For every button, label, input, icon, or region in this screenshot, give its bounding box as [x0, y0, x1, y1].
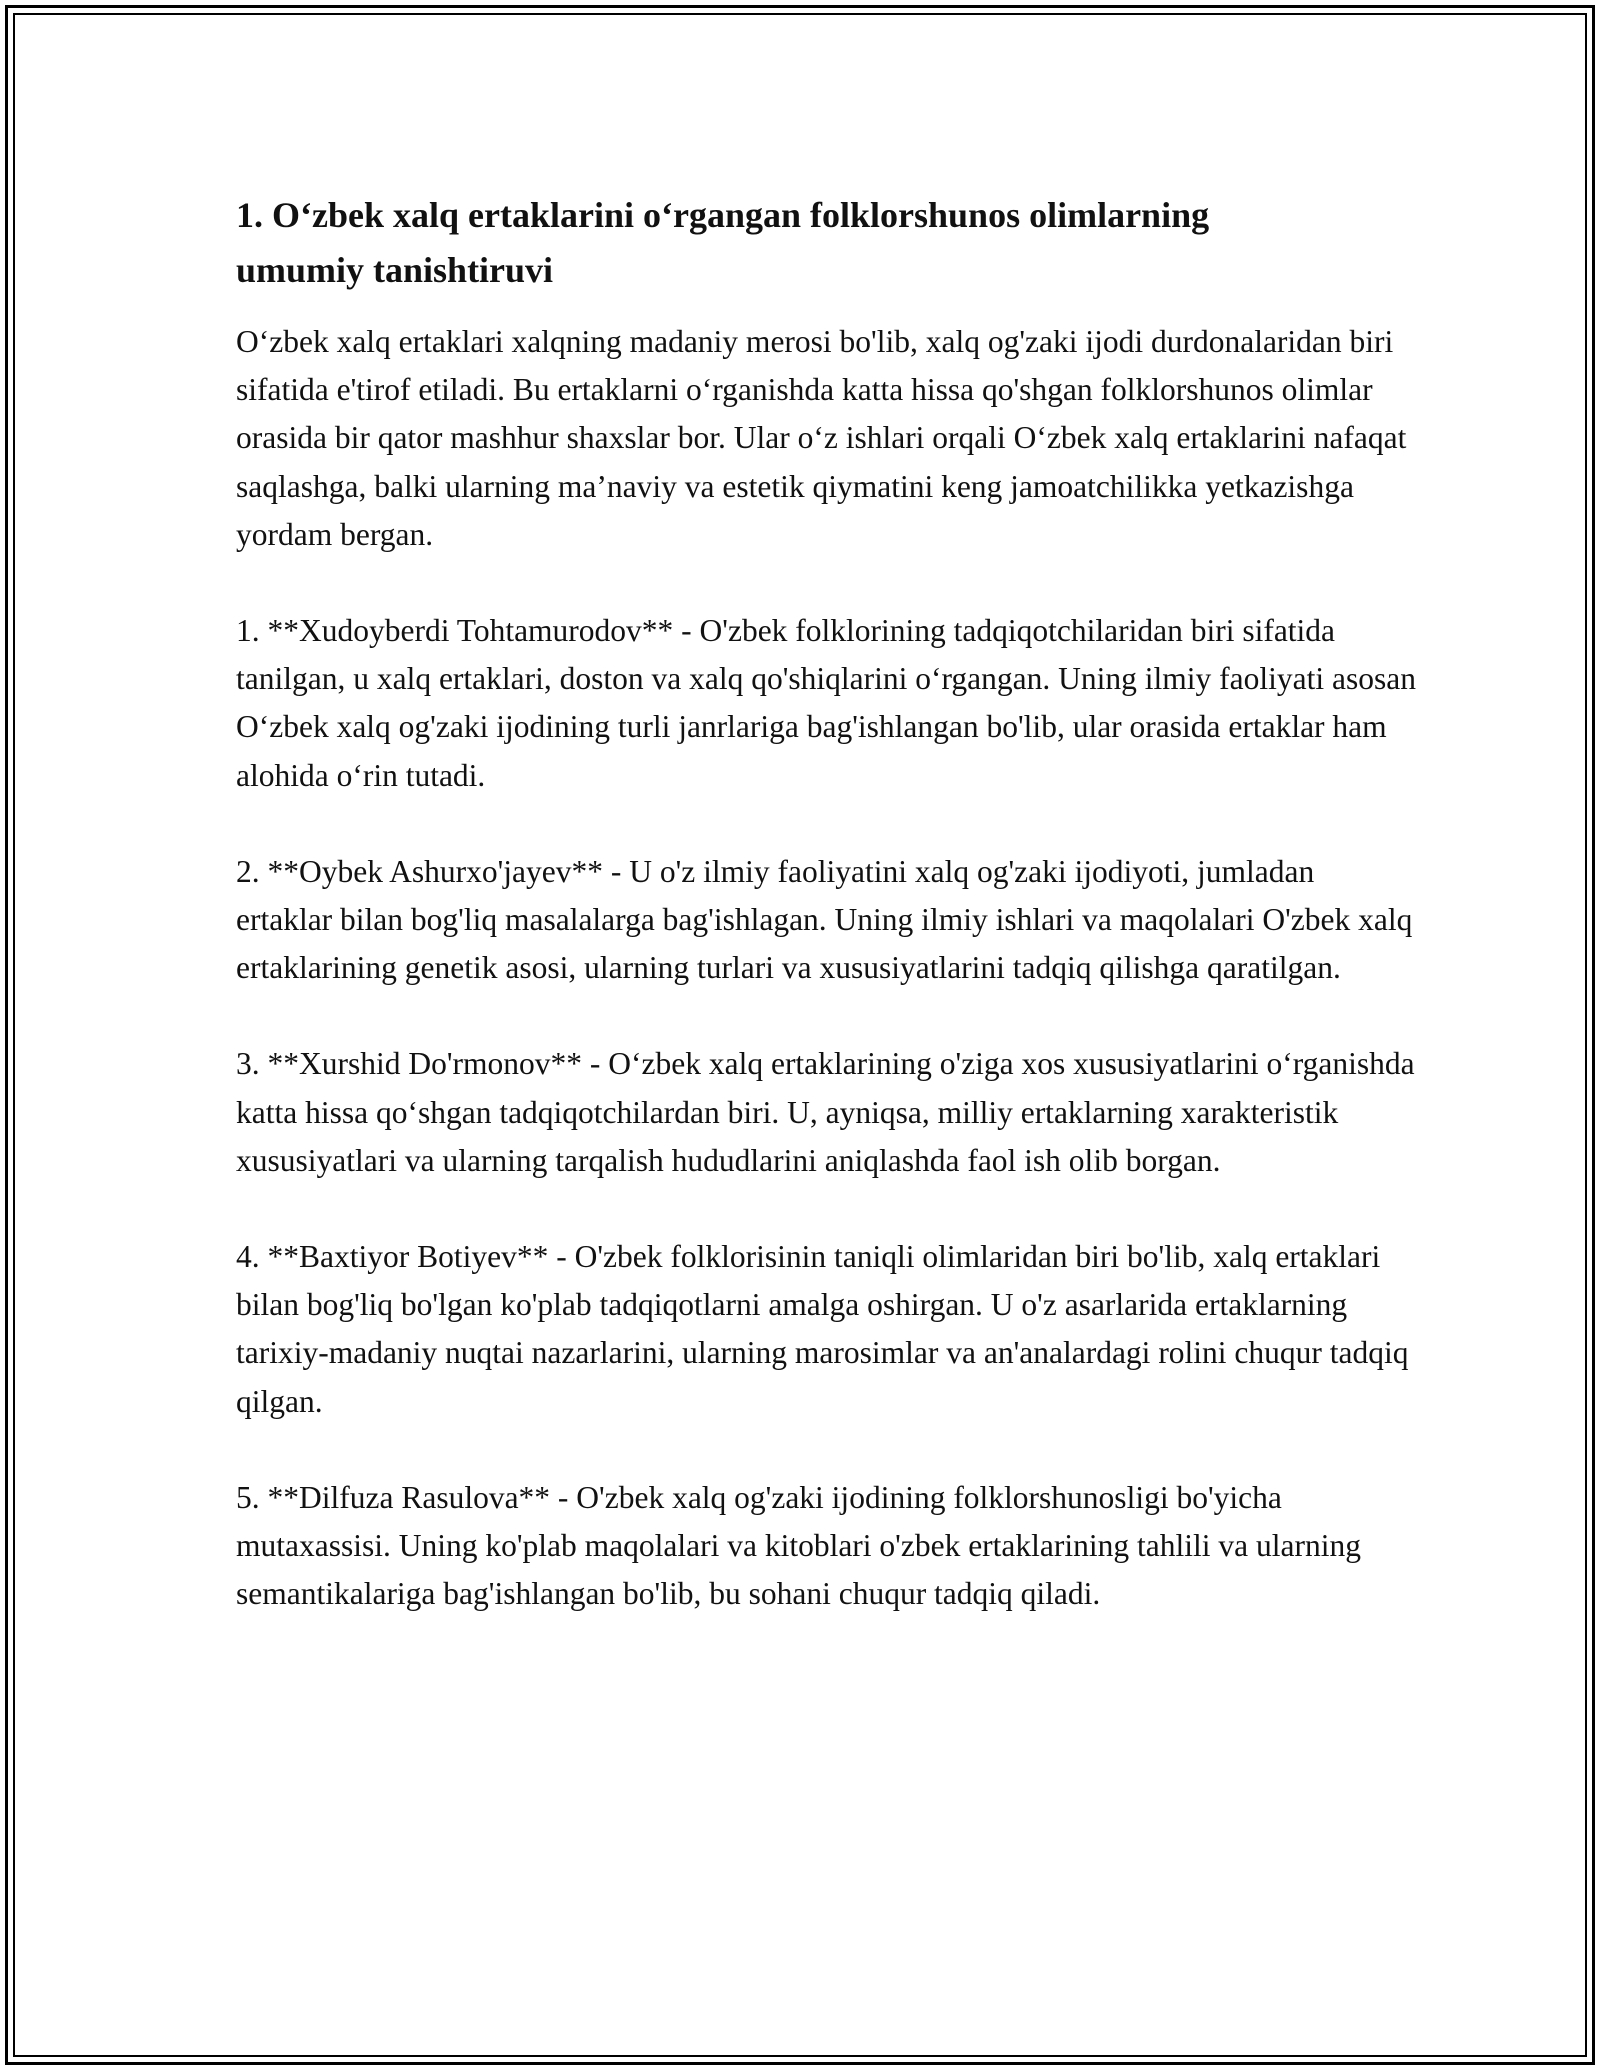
list-item-4: 4. **Baxtiyor Botiyev** - O'zbek folklorisinin taniqli olimlaridan biri bo'lib, xalq ertaklari bilan bog'liq bo'lgan ko'plab tadqiqotlarni amalga oshirgan. U o'z asarlarida ertaklarning tarixiy-madaniy nuqtai nazarlarini, ularning marosimlar va an'analardagi rolini chuqur tadqiq qilgan. — [236, 1239, 1409, 1419]
list-item-1: 1. **Xudoyberdi Tohtamurodov** - O'zbek folklorining tadqiqotchilaridan biri sifatida tanilgan, u xalq ertaklari, doston va xalq qo'shiqlarini o‘rgangan. Uning ilmiy faoliyati asosan O‘zbek xalq og'zaki ijodining turli janrlariga bag'ishlangan bo'lib, ular orasida ertaklar ham alohida o‘rin tutadi. — [236, 613, 1416, 793]
list-item-3: 3. **Xurshid Do'rmonov** - O‘zbek xalq ertaklarining o'ziga xos xususiyatlarini o‘rganishda katta hissa qo‘shgan tadqiqotchilardan biri. U, ayniqsa, milliy ertaklarning xarakteristik xususiyatlari va ularning tarqalish hududlarini aniqlashda faol ish olib borgan. — [236, 1046, 1415, 1178]
intro-paragraph: O‘zbek xalq ertaklari xalqning madaniy merosi bo'lib, xalq og'zaki ijodi durdonalaridan biri sifatida e'tirof etiladi. Bu ertaklarni o‘rganishda katta hissa qo'shgan folklorshunos olimlar orasida bir qator mashhur shaxslar bor. Ular o‘z ishlari orqali O‘zbek xalq ertaklarini nafaqat saqlashga, balki ularning ma’naviy va estetik qiymatini keng jamoatchilikka yetkazishga yordam bergan. — [236, 324, 1407, 552]
section-heading: 1. O‘zbek xalq ertaklarini o‘rgangan folklorshunos olimlarning umumiy tanishtiruvi — [236, 195, 1210, 290]
list-item-2: 2. **Oybek Ashurxo'jayev** - U o'z ilmiy faoliyatini xalq og'zaki ijodiyoti, jumladan ertaklar bilan bog'liq masalalarga bag'ishlagan. Uning ilmiy ishlari va maqolalari O'zbek xalq ertaklarining genetik asosi, ularning turlari va xususiyatlarini tadqiq qilishga qaratilgan. — [236, 853, 1413, 986]
document-page — [236, 188, 1416, 1666]
list-item-5: 5. **Dilfuza Rasulova** - O'zbek xalq og'zaki ijodining folklorshunosligi bo'yicha mutaxassisi. Uning ko'plab maqolalari va kitoblari o'zbek ertaklarining tahlili va ularning semantikalariga bag'ishlangan bo'lib, bu sohani chuqur tadqiq qiladi. — [236, 1479, 1361, 1612]
